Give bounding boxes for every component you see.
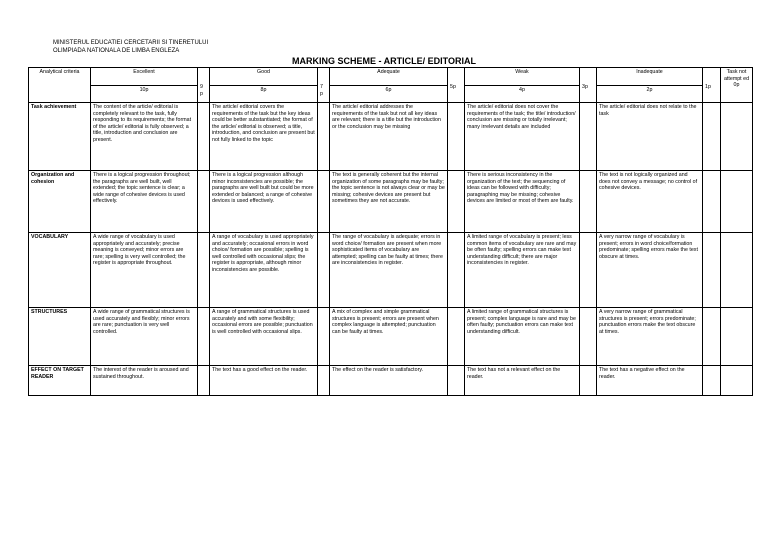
good-points: 8p xyxy=(210,86,318,103)
ministry-line: MINISTERUL EDUCATIEI CERCETARII SI TINERETULUI xyxy=(53,40,209,46)
points-row xyxy=(29,86,753,103)
inadequate-cell: A very narrow range of grammatical structures is present; errors predominate; punctuation errors make the text obscure at times. xyxy=(597,308,703,366)
inadequate-cell: The text has a negative effect on the reader. xyxy=(597,366,703,396)
document-header xyxy=(53,39,208,55)
criterion-cell: Task achievement xyxy=(29,103,91,171)
good-cell: There is a logical progression although minor inconsistencies are possible; the paragraphs are well built but could be more extended or balanced; a range of cohesive devices is used effectively. xyxy=(210,171,318,233)
excellent-cell: The interest of the reader is aroused and sustained throughout. xyxy=(91,366,198,396)
weak-cell: The text has not a relevant effect on the reader. xyxy=(465,366,580,396)
weak-cell: A limited range of vocabulary is present; less common items of vocabulary are rare and may be often faulty; spelling errors can make text understanding difficult; there are major inconsistencies in register. xyxy=(465,233,580,308)
criterion-cell: Organization and cohesion xyxy=(29,171,91,233)
criteria-row xyxy=(29,103,753,171)
adequate-cell: The text is generally coherent but the internal organization of some paragraphs may be faulty; the topic sentence is not always clear or may be missing; cohesive devices are present but sometimes they are not accurate. xyxy=(330,171,448,233)
excellent-points: 10p xyxy=(91,86,198,103)
inadequate-cell: The article/ editorial does not relate to the task xyxy=(597,103,703,171)
inadequate-cell: A very narrow range of vocabulary is present; errors in word choice/formation predominate; spelling errors make the text obscure at times. xyxy=(597,233,703,308)
points-7-header: 7 p xyxy=(318,68,330,103)
excellent-header: Excellent xyxy=(91,68,198,86)
good-cell: A range of vocabulary is used appropriately and accurately; occasional errors in word choice/ formation are possible; spelling is well controlled with occasional slips; the register is appropriate, although minor inconsistencies are possible. xyxy=(210,233,318,308)
weak-cell: The article/ editorial does not cover the requirements of the task; the title/ introduction/ conclusion are missing or totally irrelevant; many irrelevant details are included xyxy=(465,103,580,171)
adequate-cell: The effect on the reader is satisfactory. xyxy=(330,366,448,396)
criteria-row xyxy=(29,308,753,366)
page-title: MARKING SCHEME - ARTICLE/ EDITORIAL xyxy=(292,56,476,66)
header-row xyxy=(29,68,753,86)
weak-header: Weak xyxy=(465,68,580,86)
weak-cell: A limited range of grammatical structures is present; complex language is rare and may be often faulty; punctuation errors can make text understanding difficult. xyxy=(465,308,580,366)
weak-points: 4p xyxy=(465,86,580,103)
criteria-row xyxy=(29,233,753,308)
points-5-header: 5p xyxy=(448,68,465,103)
adequate-cell: A mix of complex and simple grammatical structures is present; errors are present when complex language is attempted; punctuation can be faulty at times. xyxy=(330,308,448,366)
criterion-cell: EFFECT ON TARGET READER xyxy=(29,366,91,396)
points-9-header: 9 p xyxy=(198,68,210,103)
excellent-cell: The content of the article/ editorial is completely relevant to the task, fully responding to its requirements; the format of the article/ editorial is fully observed; a title, introduction and conclusion are present. xyxy=(91,103,198,171)
adequate-points: 6p xyxy=(330,86,448,103)
points-3-header: 3p xyxy=(580,68,597,103)
inadequate-header: Inadequate xyxy=(597,68,703,86)
good-cell: A range of grammatical structures is used accurately and with some flexibility; occasional errors are possible; punctuation is well controlled with occasional slips. xyxy=(210,308,318,366)
olympiad-line: OLIMPIADA NATIONALA DE LIMBA ENGLEZA xyxy=(53,48,180,54)
weak-cell: There is serious inconsistency in the organization of the text; the sequencing of ideas can be followed with difficulty; paragraphing may be missing; cohesive devices are limited or most of them are faulty. xyxy=(465,171,580,233)
points-1-header: 1p xyxy=(703,68,721,103)
excellent-cell: A wide range of vocabulary is used appropriately and accurately; precise meaning is conveyed; minor errors are rare; spelling is very well controlled; the register is appropriate throughout. xyxy=(91,233,198,308)
marking-scheme-table xyxy=(28,67,753,396)
criteria-row xyxy=(29,366,753,396)
inadequate-points: 2p xyxy=(597,86,703,103)
excellent-cell: A wide range of grammatical structures is used accurately and flexibly; minor errors are rare; punctuation is very well controlled. xyxy=(91,308,198,366)
good-cell: The article/ editorial covers the requirements of the task but the key ideas could be better substantiated; the format of the article/ editorial is observed; a title, introduction, and conclusion are present but not fully linked to the topic xyxy=(210,103,318,171)
inadequate-cell: The text is not logically organized and does not convey a message; no control of cohesive devices. xyxy=(597,171,703,233)
excellent-cell: There is a logical progression throughout; the paragraphs are well built, well extended; the topic sentence is clear; a wide range of cohesive devices is used effectively. xyxy=(91,171,198,233)
criterion-cell: VOCABULARY xyxy=(29,233,91,308)
adequate-cell: The article/ editorial addresses the requirements of the task but not all key ideas are relevant; there is a title but the introduction or the conclusion may be missing xyxy=(330,103,448,171)
good-cell: The text has a good effect on the reader. xyxy=(210,366,318,396)
adequate-header: Adequate xyxy=(330,68,448,86)
criteria-row xyxy=(29,171,753,233)
criteria-header: Analytical criteria xyxy=(29,68,91,103)
good-header: Good xyxy=(210,68,318,86)
criterion-cell: STRUCTURES xyxy=(29,308,91,366)
adequate-cell: The range of vocabulary is adequate; errors in word choice/ formation are present when more sophisticated items of vocabulary are attempted; spelling can be faulty at times; there are inconsistencies in register. xyxy=(330,233,448,308)
not-attempted-header: Task not attempt ed 0p xyxy=(721,68,753,103)
